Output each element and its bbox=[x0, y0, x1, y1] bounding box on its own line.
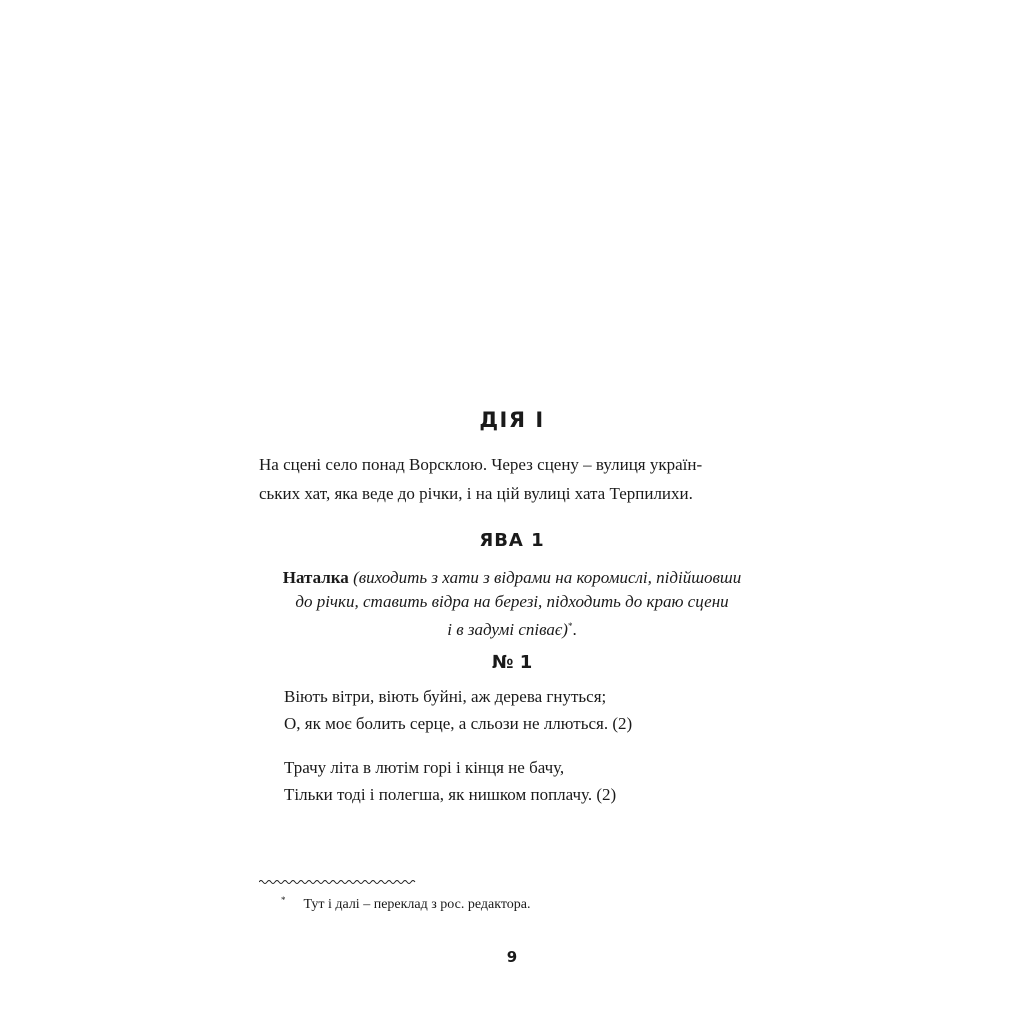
song-number: № 1 bbox=[491, 652, 533, 673]
direction-text: (виходить з хати з відрами на коромислі, підійшовши bbox=[353, 568, 742, 587]
verse-line: Тільки тоді і полегша, як нишком поплачу. (2) bbox=[284, 785, 617, 804]
footnote bbox=[281, 890, 530, 915]
stage-line bbox=[0, 566, 1024, 590]
scene-title: ЯВА 1 bbox=[479, 530, 545, 551]
stage-line: до річки, ставить відра на березі, підходить до краю сцени bbox=[295, 592, 729, 611]
verse-line: О, як моє болить серце, а сльози не ллються. (2) bbox=[284, 714, 633, 733]
speaker-name: Наталка bbox=[282, 568, 349, 587]
verse-line: Віють вітри, віють буйні, аж дерева гнуться; bbox=[284, 687, 607, 706]
page-number: 9 bbox=[506, 948, 518, 966]
verse bbox=[284, 683, 744, 737]
direction-text: і в задумі співає) bbox=[447, 620, 568, 639]
footnote-text: Тут і далі – переклад з рос. редактора. bbox=[303, 897, 531, 912]
verse-line: Трачу літа в лютім горі і кінця не бачу, bbox=[284, 758, 565, 777]
stage-line bbox=[0, 614, 1024, 642]
verse bbox=[284, 754, 744, 808]
stage-direction bbox=[0, 566, 1024, 642]
intro-line: На сцені село понад Ворсклою. Через сцену – вулиця україн- bbox=[259, 455, 703, 474]
intro-paragraph bbox=[259, 450, 759, 508]
footnote-reference: * bbox=[567, 621, 573, 631]
intro-line: ських хат, яка веде до річки, і на цій вулиці хата Терпилихи. bbox=[259, 484, 693, 503]
footnote-separator bbox=[259, 879, 417, 885]
direction-end: . bbox=[572, 620, 577, 639]
footnote-mark: * bbox=[281, 895, 286, 905]
act-title: ДІЯ І bbox=[479, 408, 545, 432]
